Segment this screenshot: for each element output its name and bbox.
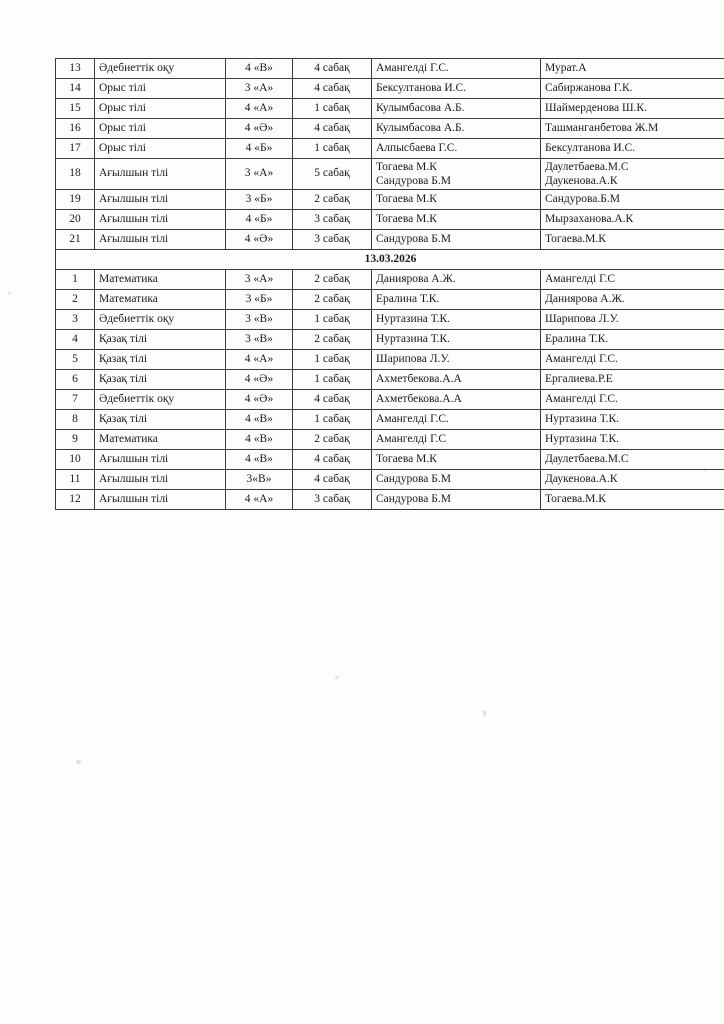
row-substitute: Амангелді Г.С. — [541, 390, 724, 410]
table-row — [56, 99, 724, 119]
row-teacher: Амангелді Г.С. — [372, 59, 541, 79]
row-substitute: Амангелді Г.С. — [541, 350, 724, 370]
substitution-schedule-sheet — [55, 58, 671, 510]
row-teacher: Нуртазина Т.К. — [372, 310, 541, 330]
row-number: 17 — [56, 139, 95, 159]
row-substitute: Даулетбаева.М.С — [541, 450, 724, 470]
schedule-table — [55, 58, 724, 510]
row-substitute: Ергалиева.Р.Е — [541, 370, 724, 390]
row-substitute: Ералина Т.К. — [541, 330, 724, 350]
table-row — [56, 79, 724, 99]
row-teacher: Кулымбасова А.Б. — [372, 119, 541, 139]
row-class: 3 «В» — [226, 310, 293, 330]
row-number: 1 — [56, 270, 95, 290]
row-class: 4 «В» — [226, 450, 293, 470]
row-substitute: Ташманганбетова Ж.М — [541, 119, 724, 139]
row-teacher: Сандурова Б.М — [372, 470, 541, 490]
row-class: 4 «В» — [226, 59, 293, 79]
row-teacher: Ералина Т.К. — [372, 290, 541, 310]
row-number: 18 — [56, 159, 95, 190]
row-lesson: 4 сабақ — [293, 79, 372, 99]
row-teacher: Ахметбекова.А.А — [372, 390, 541, 410]
row-teacher — [372, 159, 541, 190]
row-lesson: 4 сабақ — [293, 119, 372, 139]
row-subject: Әдебиеттік оқу — [95, 390, 226, 410]
row-number: 20 — [56, 210, 95, 230]
table-row — [56, 210, 724, 230]
row-teacher: Даниярова А.Ж. — [372, 270, 541, 290]
row-subject: Қазақ тілі — [95, 370, 226, 390]
row-substitute: Бексултанова И.С. — [541, 139, 724, 159]
table-row — [56, 270, 724, 290]
table-row — [56, 350, 724, 370]
row-lesson: 2 сабақ — [293, 190, 372, 210]
table-row — [56, 370, 724, 390]
row-number: 16 — [56, 119, 95, 139]
row-subject: Ағылшын тілі — [95, 450, 226, 470]
row-number: 6 — [56, 370, 95, 390]
row-lesson: 2 сабақ — [293, 270, 372, 290]
row-number: 2 — [56, 290, 95, 310]
row-teacher-line-1: Тогаева М.К — [376, 161, 437, 173]
row-subject: Ағылшын тілі — [95, 230, 226, 250]
row-class: 4 «А» — [226, 350, 293, 370]
table-row — [56, 119, 724, 139]
row-teacher: Сандурова Б.М — [372, 490, 541, 510]
row-number: 15 — [56, 99, 95, 119]
row-subject: Ағылшын тілі — [95, 470, 226, 490]
row-class: 4 «А» — [226, 490, 293, 510]
date-divider-row — [56, 250, 724, 270]
row-subject: Математика — [95, 430, 226, 450]
table-row — [56, 490, 724, 510]
row-lesson: 1 сабақ — [293, 99, 372, 119]
row-teacher: Тогаева М.К — [372, 190, 541, 210]
row-subject: Орыс тілі — [95, 119, 226, 139]
date-divider-label: 13.03.2026 — [56, 250, 724, 270]
row-lesson: 3 сабақ — [293, 210, 372, 230]
row-lesson: 4 сабақ — [293, 59, 372, 79]
row-subject: Ағылшын тілі — [95, 190, 226, 210]
row-teacher: Кулымбасова А.Б. — [372, 99, 541, 119]
row-class: 4 «В» — [226, 410, 293, 430]
row-class: 4 «Ә» — [226, 370, 293, 390]
row-teacher: Алпысбаева Г.С. — [372, 139, 541, 159]
row-subject: Қазақ тілі — [95, 330, 226, 350]
row-class: 4 «А» — [226, 99, 293, 119]
row-substitute: Мырзаханова.А.К — [541, 210, 724, 230]
row-lesson: 2 сабақ — [293, 430, 372, 450]
row-lesson: 1 сабақ — [293, 139, 372, 159]
row-class: 4 «Ә» — [226, 119, 293, 139]
row-class: 3 «А» — [226, 159, 293, 190]
row-number: 13 — [56, 59, 95, 79]
row-lesson: 1 сабақ — [293, 410, 372, 430]
row-number: 7 — [56, 390, 95, 410]
row-teacher: Тогаева М.К — [372, 210, 541, 230]
row-substitute: Сандурова.Б.М — [541, 190, 724, 210]
row-substitute: Сабиржанова Г.К. — [541, 79, 724, 99]
row-substitute: Тогаева.М.К — [541, 230, 724, 250]
table-row — [56, 230, 724, 250]
row-class: 4 «Б» — [226, 210, 293, 230]
table-row — [56, 310, 724, 330]
row-substitute — [541, 159, 724, 190]
row-lesson: 4 сабақ — [293, 470, 372, 490]
row-teacher: Бексултанова И.С. — [372, 79, 541, 99]
row-number: 12 — [56, 490, 95, 510]
row-lesson: 2 сабақ — [293, 330, 372, 350]
row-class: 3 «Б» — [226, 190, 293, 210]
row-substitute-line-2: Даукенова.А.К — [545, 175, 618, 188]
row-subject: Қазақ тілі — [95, 410, 226, 430]
row-substitute: Нуртазина Т.К. — [541, 430, 724, 450]
row-number: 9 — [56, 430, 95, 450]
row-subject: Әдебиеттік оқу — [95, 59, 226, 79]
row-lesson: 1 сабақ — [293, 350, 372, 370]
row-number: 14 — [56, 79, 95, 99]
row-teacher: Амангелді Г.С — [372, 430, 541, 450]
row-subject: Ағылшын тілі — [95, 159, 226, 190]
row-substitute: Даукенова.А.К — [541, 470, 724, 490]
row-teacher: Ахметбекова.А.А — [372, 370, 541, 390]
table-row — [56, 290, 724, 310]
row-number: 19 — [56, 190, 95, 210]
row-substitute-line-1: Даулетбаева.М.С — [545, 161, 629, 173]
table-row — [56, 190, 724, 210]
row-teacher: Амангелді Г.С. — [372, 410, 541, 430]
row-class: 3 «А» — [226, 270, 293, 290]
row-class: 3 «В» — [226, 330, 293, 350]
row-teacher: Сандурова Б.М — [372, 230, 541, 250]
row-lesson: 1 сабақ — [293, 370, 372, 390]
row-teacher: Нуртазина Т.К. — [372, 330, 541, 350]
table-row — [56, 450, 724, 470]
row-subject: Әдебиеттік оқу — [95, 310, 226, 330]
row-subject: Орыс тілі — [95, 99, 226, 119]
row-number: 4 — [56, 330, 95, 350]
table-row — [56, 159, 724, 190]
row-lesson: 3 сабақ — [293, 230, 372, 250]
row-lesson: 1 сабақ — [293, 310, 372, 330]
row-subject: Орыс тілі — [95, 139, 226, 159]
row-lesson: 2 сабақ — [293, 290, 372, 310]
row-subject: Ағылшын тілі — [95, 490, 226, 510]
row-class: 4 «Ә» — [226, 230, 293, 250]
row-class: 4 «В» — [226, 430, 293, 450]
schedule-table-body — [56, 59, 724, 510]
row-substitute: Шарипова Л.У. — [541, 310, 724, 330]
row-lesson: 4 сабақ — [293, 450, 372, 470]
row-lesson: 3 сабақ — [293, 490, 372, 510]
row-substitute: Тогаева.М.К — [541, 490, 724, 510]
row-lesson: 5 сабақ — [293, 159, 372, 190]
row-class: 3 «А» — [226, 79, 293, 99]
row-class: 3«В» — [226, 470, 293, 490]
table-row — [56, 139, 724, 159]
row-subject: Ағылшын тілі — [95, 210, 226, 230]
row-substitute: Шаймерденова Ш.К. — [541, 99, 724, 119]
row-number: 21 — [56, 230, 95, 250]
table-row — [56, 330, 724, 350]
table-row — [56, 430, 724, 450]
row-class: 4 «Б» — [226, 139, 293, 159]
row-number: 11 — [56, 470, 95, 490]
table-row — [56, 470, 724, 490]
row-number: 3 — [56, 310, 95, 330]
row-lesson: 4 сабақ — [293, 390, 372, 410]
table-row — [56, 390, 724, 410]
row-class: 3 «Б» — [226, 290, 293, 310]
row-substitute: Нуртазина Т.К. — [541, 410, 724, 430]
row-subject: Орыс тілі — [95, 79, 226, 99]
row-class: 4 «Ә» — [226, 390, 293, 410]
row-number: 8 — [56, 410, 95, 430]
row-subject: Қазақ тілі — [95, 350, 226, 370]
row-teacher: Тогаева М.К — [372, 450, 541, 470]
row-substitute: Амангелді Г.С — [541, 270, 724, 290]
row-number: 10 — [56, 450, 95, 470]
row-substitute: Мурат.А — [541, 59, 724, 79]
row-substitute: Даниярова А.Ж. — [541, 290, 724, 310]
row-subject: Математика — [95, 270, 226, 290]
table-row — [56, 59, 724, 79]
row-teacher: Шарипова Л.У. — [372, 350, 541, 370]
row-teacher-line-2: Сандурова Б.М — [376, 175, 451, 188]
row-number: 5 — [56, 350, 95, 370]
table-row — [56, 410, 724, 430]
row-subject: Математика — [95, 290, 226, 310]
